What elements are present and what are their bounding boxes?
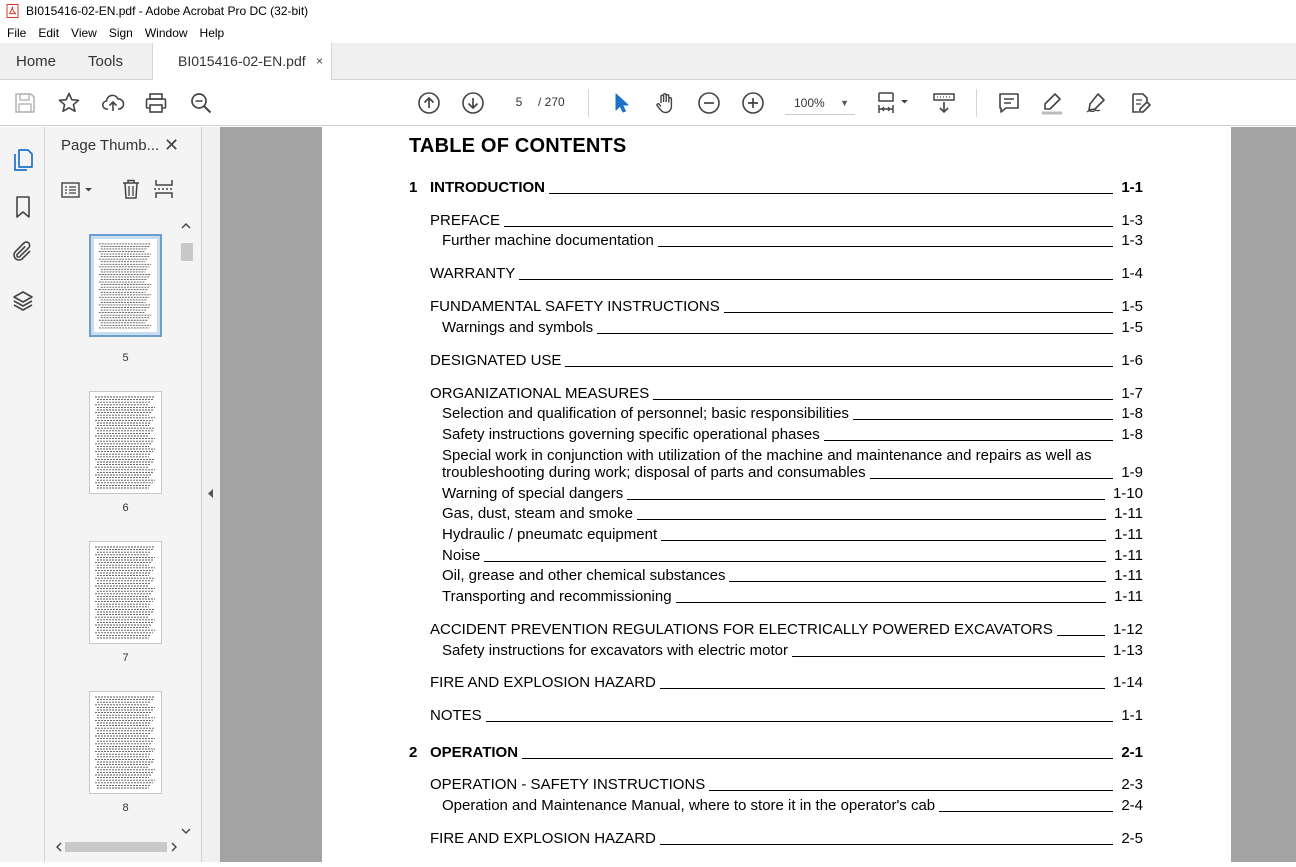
toc-leader-line xyxy=(660,688,1105,689)
toc-leader-line xyxy=(724,312,1113,313)
layers-icon[interactable] xyxy=(11,289,35,313)
toc-entry-page: 1-11 xyxy=(1114,588,1143,605)
toc-entry-page: 1-9 xyxy=(1121,464,1143,481)
toc-entry[interactable] xyxy=(322,547,1231,567)
toc-entry-number: 2 xyxy=(409,744,418,761)
toc-entry-page: 2-5 xyxy=(1121,830,1143,847)
document-tab-label: BI015416-02-EN.pdf xyxy=(178,53,306,69)
bookmark-star-icon[interactable] xyxy=(57,91,81,115)
menu-help[interactable]: Help xyxy=(199,25,225,40)
menu-sign[interactable]: Sign xyxy=(108,25,133,40)
close-tab-icon[interactable]: × xyxy=(315,54,323,68)
page-total: / 270 xyxy=(538,95,565,109)
attachments-icon[interactable] xyxy=(11,240,35,264)
menu-bar xyxy=(0,22,1296,43)
toc-entry-title: ORGANIZATIONAL MEASURES xyxy=(430,385,650,402)
toc-entry[interactable] xyxy=(322,447,1231,485)
toc-leader-line xyxy=(939,811,1113,812)
navigation-rail xyxy=(0,127,45,862)
toc-entry-title: ACCIDENT PREVENTION REGULATIONS FOR ELECTRICALLY POWERED EXCAVATORS xyxy=(430,621,1053,638)
toc-entry[interactable] xyxy=(322,674,1231,694)
toc-entry-page: 1-8 xyxy=(1121,405,1143,422)
toc-entry-page: 1-14 xyxy=(1112,674,1143,691)
toc-entry-page: 1-11 xyxy=(1114,526,1143,543)
toc-entry-title: Special work in conjunction with utilization of the machine and maintenance and repairs as well as xyxy=(442,447,1092,464)
toc-entry[interactable] xyxy=(322,707,1231,727)
page-thumbnail[interactable] xyxy=(89,691,162,794)
page-thumbnail[interactable] xyxy=(89,234,162,337)
page-thumbnails-icon[interactable] xyxy=(11,148,35,172)
comment-icon[interactable] xyxy=(997,91,1021,115)
vertical-scroll-thumb[interactable] xyxy=(181,243,193,261)
toc-entry-page: 1-8 xyxy=(1121,426,1143,443)
toc-entry-page: 1-13 xyxy=(1112,642,1143,659)
toc-entry[interactable] xyxy=(322,642,1231,662)
collapse-arrow-icon xyxy=(208,489,213,498)
toc-entry[interactable] xyxy=(322,385,1231,405)
toc-entry-page: 2-4 xyxy=(1121,797,1143,814)
zoom-out-icon[interactable] xyxy=(697,91,721,115)
next-page-icon[interactable] xyxy=(461,91,485,115)
page-number-input[interactable] xyxy=(503,91,535,113)
toc-entry-title: Oil, grease and other chemical substances xyxy=(442,567,726,584)
toc-leader-line xyxy=(522,758,1113,759)
toc-leader-line xyxy=(1057,635,1105,636)
chevron-down-icon: ▼ xyxy=(840,98,849,108)
toc-entry-page: 1-3 xyxy=(1121,232,1143,249)
toc-leader-line xyxy=(519,279,1113,280)
document-page xyxy=(322,127,1231,862)
hand-tool-icon[interactable] xyxy=(653,91,677,115)
menu-window[interactable]: Window xyxy=(144,25,188,40)
toc-leader-line xyxy=(870,478,1113,479)
thumbnail-label: 8 xyxy=(122,802,129,814)
toc-entry-page: 1-11 xyxy=(1114,505,1143,522)
close-panel-icon[interactable]: ✕ xyxy=(164,135,180,155)
toc-leader-line xyxy=(627,499,1105,500)
menu-file[interactable]: File xyxy=(7,25,27,40)
toc-entry-page: 1-12 xyxy=(1112,621,1143,638)
toc-entry[interactable] xyxy=(322,485,1231,505)
toc-entry-page: 1-10 xyxy=(1112,485,1143,502)
toc-entry-number: 1 xyxy=(409,179,418,196)
scroll-mode-icon[interactable] xyxy=(932,91,956,115)
save-icon[interactable] xyxy=(13,91,37,115)
menu-edit[interactable]: Edit xyxy=(38,25,60,40)
window-title: BI015416-02-EN.pdf - Adobe Acrobat Pro DC (32-bit) xyxy=(26,4,309,18)
toc-entry[interactable] xyxy=(322,319,1231,339)
highlight-pen-icon[interactable] xyxy=(1040,91,1064,115)
toc-entry-title: FIRE AND EXPLOSION HAZARD xyxy=(430,674,656,691)
edit-document-icon[interactable] xyxy=(1128,91,1152,115)
thumbnail-label: 7 xyxy=(122,652,129,664)
toc-entry-title: NOTES xyxy=(430,707,482,724)
toc-leader-line xyxy=(549,193,1113,194)
toc-leader-line xyxy=(653,399,1113,400)
toc-leader-line xyxy=(824,440,1113,441)
insert-page-icon[interactable] xyxy=(153,178,175,200)
toc-entry-page: 1-11 xyxy=(1114,547,1143,564)
print-icon[interactable] xyxy=(144,91,168,115)
toc-entry[interactable] xyxy=(322,405,1231,425)
toc-entry[interactable] xyxy=(322,567,1231,587)
toc-leader-line xyxy=(486,721,1113,722)
sign-pen-icon[interactable] xyxy=(1084,91,1108,115)
upload-cloud-icon[interactable] xyxy=(101,91,125,115)
toc-leader-line xyxy=(661,540,1106,541)
toc-entry-title: Safety instructions governing specific operational phases xyxy=(442,426,820,443)
toc-entry-title: FIRE AND EXPLOSION HAZARD xyxy=(430,830,656,847)
toc-entry-title: Warnings and symbols xyxy=(442,319,594,336)
toc-entry-page: 1-6 xyxy=(1121,352,1143,369)
page-display-icon[interactable] xyxy=(877,91,911,115)
panel-title: Page Thumb... xyxy=(61,137,160,154)
toc-entry-title: Further machine documentation xyxy=(442,232,654,249)
toc-entry-page: 1-11 xyxy=(1114,567,1143,584)
page-thumbnails-panel xyxy=(45,127,202,862)
acrobat-app-icon xyxy=(6,4,20,18)
previous-page-icon[interactable] xyxy=(417,91,441,115)
toc-entry-title: Warning of special dangers xyxy=(442,485,624,502)
toc-leader-line xyxy=(658,246,1113,247)
tab-home[interactable]: Home xyxy=(16,53,57,70)
toc-entry-page: 2-1 xyxy=(1121,744,1143,761)
toc-entry[interactable] xyxy=(322,212,1231,232)
toc-entry-title: Safety instructions for excavators with electric motor xyxy=(442,642,788,659)
toolbar-divider xyxy=(976,89,977,117)
toc-entry-title: Selection and qualification of personnel; basic responsibilities xyxy=(442,405,849,422)
toc-entry-page: 1-1 xyxy=(1121,179,1143,196)
title-bar xyxy=(0,0,1296,22)
thumbnail-page-preview xyxy=(90,692,161,793)
toolbar-divider xyxy=(588,89,589,117)
toc-entry-page: 1-1 xyxy=(1121,707,1143,724)
toc-entry-title-continued: troubleshooting during work; disposal of parts and consumables xyxy=(442,464,866,481)
toc-entry-page: 1-7 xyxy=(1121,385,1143,402)
toc-leader-line xyxy=(709,790,1113,791)
toc-entry-title: PREFACE xyxy=(430,212,501,229)
toc-entry[interactable] xyxy=(322,298,1231,318)
document-viewport[interactable] xyxy=(220,127,1296,862)
zoom-in-icon[interactable] xyxy=(741,91,765,115)
toc-entry[interactable] xyxy=(322,265,1231,285)
toc-entry[interactable] xyxy=(322,232,1231,252)
thumbnail-page-preview xyxy=(90,392,161,493)
toc-leader-line xyxy=(637,519,1106,520)
thumbnail-options-icon[interactable] xyxy=(61,180,95,200)
select-cursor-icon[interactable] xyxy=(609,91,633,115)
toc-leader-line xyxy=(660,844,1113,845)
toc-entry[interactable] xyxy=(322,526,1231,546)
toc-heading: TABLE OF CONTENTS xyxy=(409,135,627,157)
toc-leader-line xyxy=(729,581,1106,582)
toolbar xyxy=(0,80,1296,126)
toc-entry[interactable] xyxy=(322,744,1231,764)
thumbnail-page-preview xyxy=(90,542,161,643)
toc-entry[interactable] xyxy=(322,621,1231,641)
toc-entry-title: FUNDAMENTAL SAFETY INSTRUCTIONS xyxy=(430,298,720,315)
toc-entry-title: Operation and Maintenance Manual, where to store it in the operator's cab xyxy=(442,797,936,814)
toc-entry-page: 1-5 xyxy=(1121,319,1143,336)
collapse-panel-toggle[interactable] xyxy=(202,127,220,862)
toc-entry-page: 1-4 xyxy=(1121,265,1143,282)
bookmarks-icon[interactable] xyxy=(11,195,35,219)
toc-entry-page: 1-5 xyxy=(1121,298,1143,315)
zoom-level-select[interactable] xyxy=(785,91,855,115)
toc-leader-line xyxy=(504,226,1113,227)
toc-leader-line xyxy=(853,419,1113,420)
toc-entry-title: DESIGNATED USE xyxy=(430,352,562,369)
thumbnail-label: 6 xyxy=(122,502,129,514)
toc-entry[interactable] xyxy=(322,505,1231,525)
search-zoom-icon[interactable] xyxy=(189,91,213,115)
thumbnail-label: 5 xyxy=(122,352,129,364)
delete-page-icon[interactable] xyxy=(120,178,142,200)
toc-entry[interactable] xyxy=(322,830,1231,850)
toc-entry-title: Gas, dust, steam and smoke xyxy=(442,505,633,522)
toc-entry-page: 1-3 xyxy=(1121,212,1143,229)
toc-entry-title: Transporting and recommissioning xyxy=(442,588,672,605)
thumbnail-vertical-scrollbar[interactable] xyxy=(178,219,194,839)
tab-tools[interactable]: Tools xyxy=(88,53,124,70)
tab-document[interactable] xyxy=(152,43,332,81)
toc-entry[interactable] xyxy=(322,588,1231,608)
zoom-level-value: 100% xyxy=(794,96,825,110)
toc-entry-title: OPERATION xyxy=(430,744,519,761)
toc-entry-title: Noise xyxy=(442,547,481,564)
thumbnail-page-preview xyxy=(94,239,157,332)
toc-entry-page: 2-3 xyxy=(1121,776,1143,793)
toc-entry[interactable] xyxy=(322,352,1231,372)
page-thumbnail[interactable] xyxy=(89,541,162,644)
toc-entry[interactable] xyxy=(322,797,1231,817)
toc-entry-title: Hydraulic / pneumatc equipment xyxy=(442,526,658,543)
page-thumbnail[interactable] xyxy=(89,391,162,494)
toc-entry-title: WARRANTY xyxy=(430,265,516,282)
toc-leader-line xyxy=(792,656,1105,657)
toc-leader-line xyxy=(676,602,1106,603)
toc-entry-title: INTRODUCTION xyxy=(430,179,545,196)
toc-leader-line xyxy=(597,333,1113,334)
toc-entry-title: OPERATION - SAFETY INSTRUCTIONS xyxy=(430,776,706,793)
toc-leader-line xyxy=(484,561,1106,562)
menu-view[interactable]: View xyxy=(71,25,97,40)
toc-entry[interactable] xyxy=(322,776,1231,796)
toc-entry[interactable] xyxy=(322,179,1231,199)
toc-entry[interactable] xyxy=(322,426,1231,446)
toc-leader-line xyxy=(565,366,1113,367)
horizontal-scroll-thumb[interactable] xyxy=(65,842,167,852)
tab-bar xyxy=(0,43,1296,80)
